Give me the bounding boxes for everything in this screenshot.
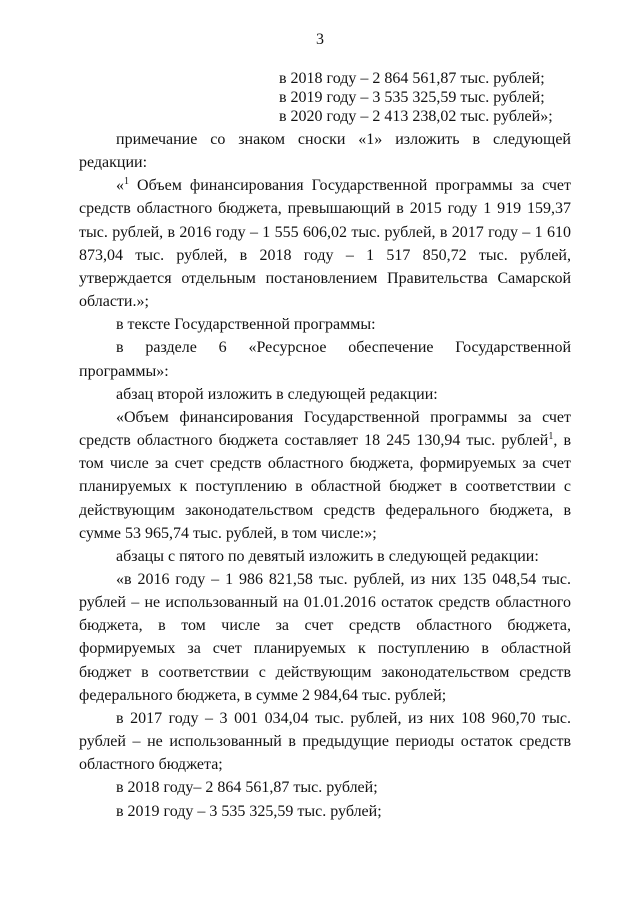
funding-line-2020: в 2020 году – 2 413 238,02 тыс. рублей»;	[279, 108, 553, 125]
paragraph-funding-total	[79, 406, 571, 545]
paragraph-footnote-instruction: примечание со знаком сноски «1» изложить в следующей редакции:	[79, 131, 571, 172]
funding-total-rest: , в том числе за счет средств областного бюджета, формируемых за счет планируемых к поступлению в областной бюджет в соответствии с действующим законодательством средств федерального бюджета, в сумме 53 965,74 тыс. рублей, в том числе:»;	[79, 432, 571, 542]
paragraph-abzacs-5-9: абзацы с пятого по девятый изложить в следующей редакции:	[116, 547, 539, 565]
page-number: 3	[316, 31, 324, 48]
paragraph-funding-2018: в 2018 году– 2 864 561,87 тыс. рублей;	[116, 779, 378, 797]
document-body	[79, 128, 571, 823]
paragraph-funding-2016: «в 2016 году – 1 986 821,58 тыс. рублей, из них 135 048,54 тыс. рублей – не использованный на 01.01.2016 остаток средств областного бюджета, в том числе за счет средств областного бюджета, формируемых за счет планируемых к поступлению в областной бюджет в соответствии с действующим законодательством средств федерального бюджета, в сумме 2 984,64 тыс. рублей;	[79, 570, 571, 704]
funding-line-2019: в 2019 году – 3 535 325,59 тыс. рублей;	[279, 89, 545, 106]
paragraph-section-6: в разделе 6 «Ресурсное обеспечение Государственной программы»:	[79, 339, 571, 380]
paragraph-second-abzac: абзац второй изложить в следующей редакции:	[116, 385, 438, 403]
paragraph-footnote-text	[79, 174, 571, 313]
footnote-text: Объем финансирования Государственной программы за счет средств областного бюджета, превышающий в 2015 году 1 919 159,37 тыс. рублей, в 2016 году – 1 555 606,02 тыс. рублей, в 2017 году – 1 610 873,04 тыс. рублей, в 2018 году – 1 517 850,72 тыс. рублей, утверждается отдельным постановлением Правительства Самарской области.»;	[79, 177, 571, 311]
footnote-marker: 1	[548, 431, 554, 443]
footnote-marker: 1	[124, 176, 129, 188]
paragraph-funding-2017: в 2017 году – 3 001 034,04 тыс. рублей, из них 108 960,70 тыс. рублей – не использованный в предыдущие периоды остаток средств областного бюджета;	[79, 709, 571, 774]
paragraph-program-text: в тексте Государственной программы:	[116, 316, 376, 334]
funding-total-text: «Объем финансирования Государственной программы за счет средств областного бюджета составляет 18 245 130,94 тыс. рублей	[79, 408, 571, 450]
funding-list-continuation	[279, 69, 553, 126]
paragraph-funding-2019: в 2019 году – 3 535 325,59 тыс. рублей;	[116, 802, 382, 820]
quote-open: «	[116, 177, 124, 195]
funding-line-2018: в 2018 году – 2 864 561,87 тыс. рублей;	[279, 70, 545, 87]
